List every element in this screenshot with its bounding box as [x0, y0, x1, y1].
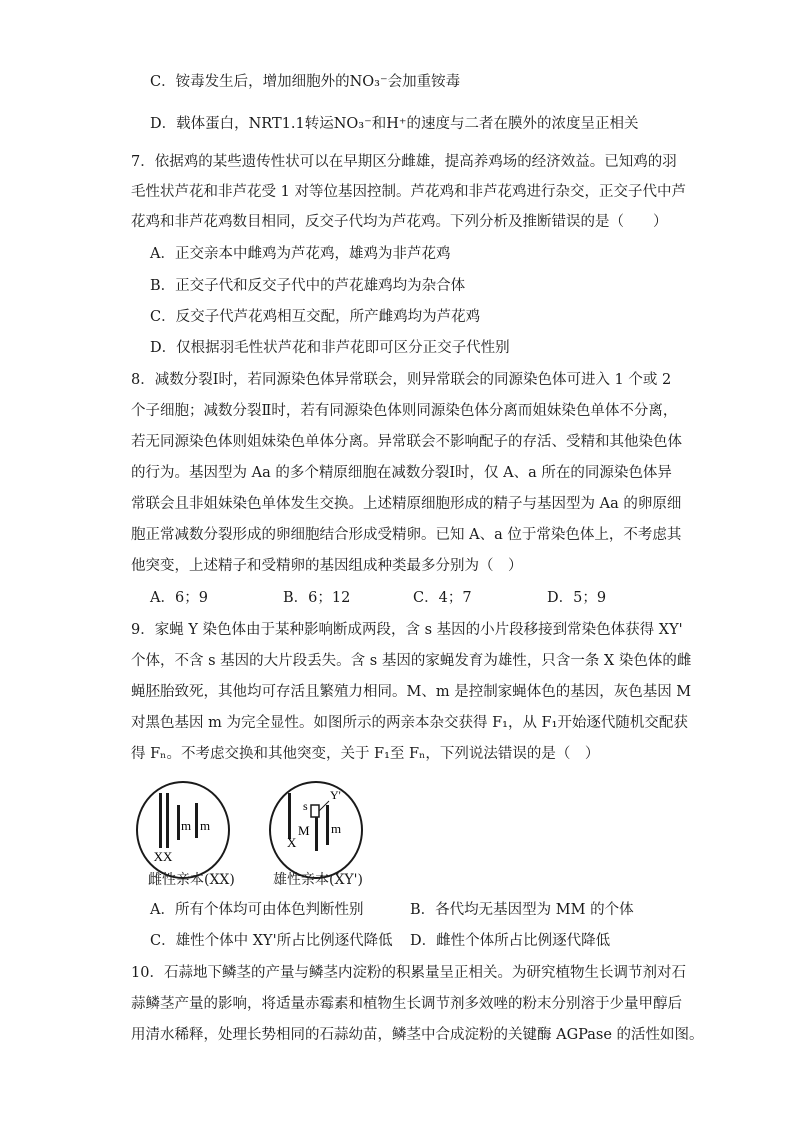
q7-option-d: D．仅根据羽毛性状芦花和非芦花即可区分正交子代性别	[150, 340, 510, 356]
q8-stem-line-3: 若无同源染色体则姐妹染色单体分离。异常联会不影响配子的存活、受精和其他染色体	[131, 434, 682, 450]
female-xx-label: XX	[153, 849, 173, 864]
q8-stem-line-2: 个子细胞；减数分裂Ⅱ时，若有同源染色体则同源染色体分离而姐妹染色单体不分离，	[131, 403, 678, 419]
male-m-label: m	[331, 821, 342, 836]
q8-stem-line-7: 他突变，上述精子和受精卵的基因组成种类最多分别为（ ）	[131, 558, 523, 574]
male-x-label: X	[287, 835, 297, 850]
q8-option-b: B．6；12	[283, 590, 351, 606]
male-big-m-label: M	[298, 823, 310, 838]
q8-stem-line-1: 8．减数分裂Ⅰ时，若同源染色体异常联会，则异常联会的同源染色体可进入 1 个或 2	[131, 372, 672, 388]
q8-option-c: C．4；7	[413, 590, 472, 606]
q9-option-c: C．雄性个体中 XY'所占比例逐代降低	[150, 933, 393, 949]
q9-stem-line-2: 个体，不含 s 基因的大片段丢失。含 s 基因的家蝇发育为雄性，只含一条 X 染色体的雌	[131, 653, 692, 669]
female-autosome-1	[177, 805, 180, 840]
q8-stem-line-4: 的行为。基因型为 Aa 的多个精原细胞在减数分裂Ⅰ时，仅 A、a 所在的同源染色体异	[131, 465, 672, 481]
q9-option-d: D．雌性个体所占比例逐代降低	[410, 933, 611, 949]
q9-option-b: B．各代均无基因型为 MM 的个体	[410, 902, 634, 918]
male-autosome-with-y	[315, 817, 318, 851]
male-y-label: Y'	[330, 788, 341, 802]
male-caption: 雄性亲本(XY')	[273, 872, 363, 888]
female-m-label-2: m	[200, 818, 211, 833]
q8-stem-line-6: 胞正常减数分裂形成的卵细胞结合形成受精卵。已知 A、a 位于常染色体上，不考虑其	[131, 527, 682, 543]
q7-option-c: C．反交子代芦花鸡相互交配，所产雌鸡均为芦花鸡	[150, 309, 481, 325]
q7-option-a: A．正交亲本中雌鸡为芦花鸡，雄鸡为非芦花鸡	[150, 246, 451, 262]
q9-stem-line-3: 蝇胚胎致死，其他均可存活且繁殖力相同。M、m 是控制家蝇体色的基因，灰色基因 M	[131, 684, 692, 700]
q10-stem-line-1: 10．石蒜地下鳞茎的产量与鳞茎内淀粉的积累量呈正相关。为研究植物生长调节剂对石	[131, 965, 686, 981]
q7-option-b: B．正交子代和反交子代中的芦花雄鸡均为杂合体	[150, 278, 466, 294]
q9-option-a: A．所有个体均可由体色判断性别	[150, 902, 364, 918]
q6-option-c: C．铵毒发生后，增加细胞外的NO₃⁻会加重铵毒	[150, 74, 461, 90]
q6-option-d: D．载体蛋白，NRT1.1转运NO₃⁻和H⁺的速度与二者在膜外的浓度呈正相关	[150, 116, 639, 132]
q8-stem-line-5: 常联会且非姐妹染色单体发生交换。上述精原细胞形成的精子与基因型为 Aa 的卵原细	[131, 496, 682, 512]
q7-stem-line-3: 花鸡和非芦花鸡数目相同，反交子代均为芦花鸡。下列分析及推断错误的是（ ）	[131, 214, 668, 230]
female-autosome-2	[195, 803, 198, 838]
male-y-fragment	[311, 805, 319, 817]
q7-stem-line-2: 毛性状芦花和非芦花受 1 对等位基因控制。芦花鸡和非芦花鸡进行杂交，正交子代中芦	[131, 184, 686, 200]
q10-stem-line-2: 蒜鳞茎产量的影响，将适量赤霉素和植物生长调节剂多效唑的粉末分别溶于少量甲醇后	[131, 996, 682, 1012]
female-m-label-1: m	[181, 818, 192, 833]
female-x-chromosome-2	[166, 793, 169, 848]
q7-stem-line-1: 7．依据鸡的某些遗传性状可以在早期区分雌雄，提高养鸡场的经济效益。已知鸡的羽	[131, 154, 677, 170]
male-x-chromosome	[288, 793, 291, 839]
male-autosome-2	[326, 805, 329, 845]
q10-stem-line-3: 用清水稀释，处理长势相同的石蒜幼苗，鳞茎中合成淀粉的关键酶 AGPase 的活性如图。	[131, 1027, 704, 1043]
q8-option-d: D．5；9	[547, 590, 607, 606]
q9-stem-line-4: 对黑色基因 m 为完全显性。如图所示的两亲本杂交获得 F₁，从 F₁开始逐代随机交配获	[131, 715, 688, 731]
q8-option-a: A．6；9	[150, 590, 208, 606]
male-s-label: s	[303, 799, 308, 813]
female-caption: 雌性亲本(XX)	[148, 872, 235, 888]
female-x-chromosome-1	[159, 793, 162, 848]
q9-stem-line-5: 得 Fₙ。不考虑交换和其他突变，关于 F₁至 Fₙ，下列说法错误的是（ ）	[131, 746, 600, 762]
q9-stem-line-1: 9．家蝇 Y 染色体由于某种影响断成两段，含 s 基因的小片段移接到常染色体获得 XY'	[131, 622, 683, 638]
